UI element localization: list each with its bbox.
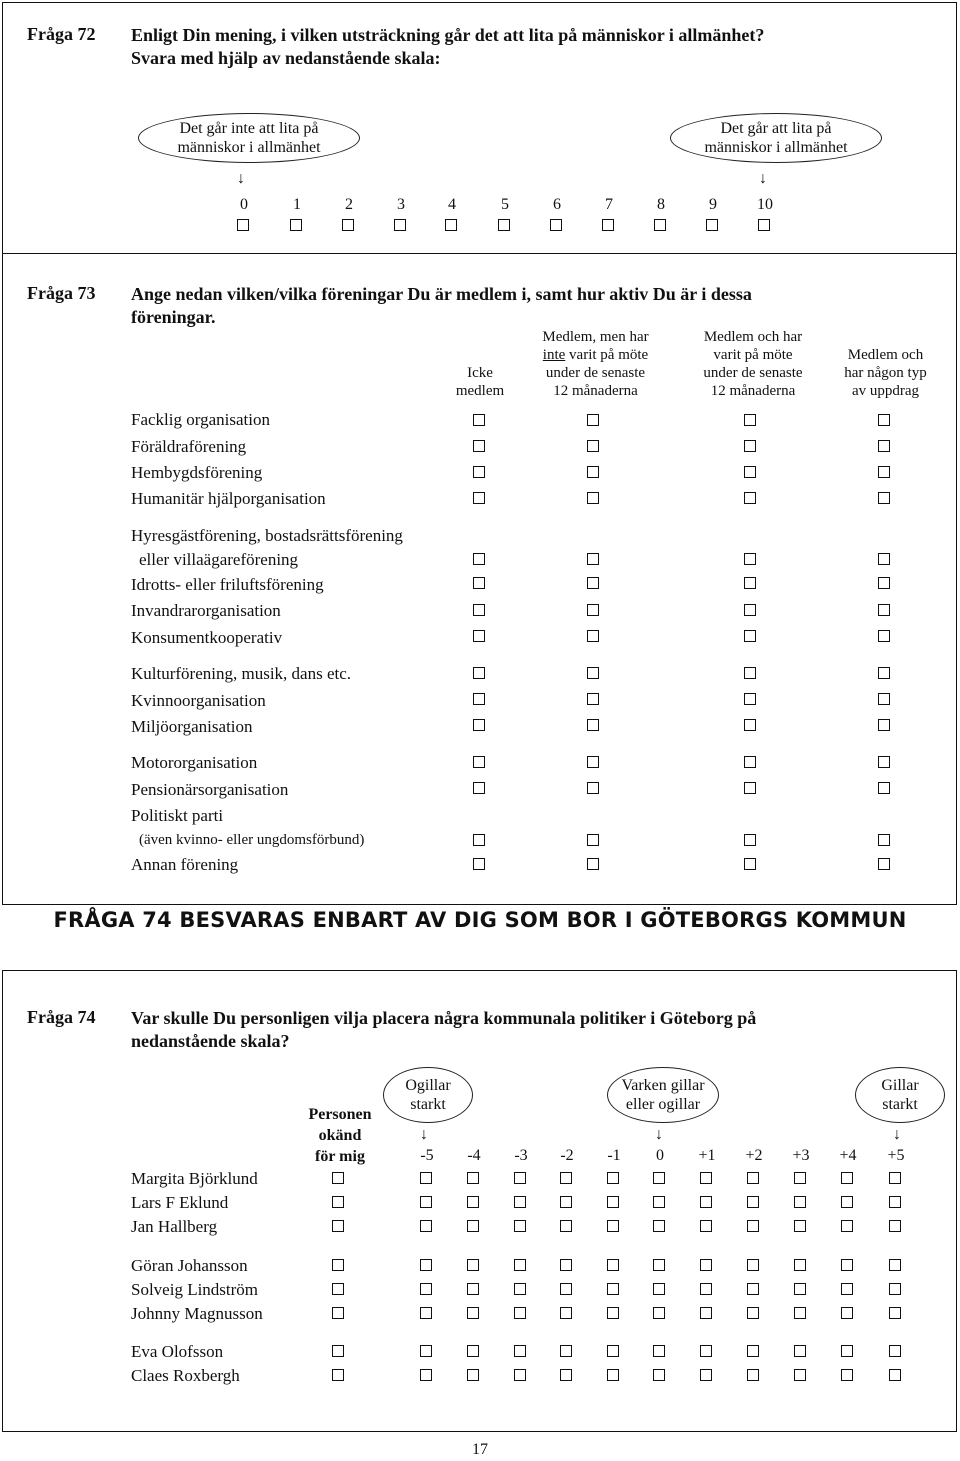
q74-rating-checkbox[interactable] — [700, 1220, 712, 1232]
q74-rating-checkbox[interactable] — [514, 1369, 526, 1381]
q74-rating-checkbox[interactable] — [467, 1196, 479, 1208]
q72-scale-checkbox[interactable] — [290, 219, 302, 231]
q73-org-label: Annan förening — [131, 855, 239, 874]
q74-rating-checkbox[interactable] — [607, 1220, 619, 1232]
q74-rating-checkbox[interactable] — [889, 1196, 901, 1208]
q73-option-checkbox[interactable] — [587, 834, 599, 846]
q73-option-checkbox[interactable] — [473, 693, 485, 705]
q73-option-checkbox[interactable] — [473, 719, 485, 731]
q72-question-line1: Enligt Din mening, i vilken utsträckning går det att lita på människor i allmänhet? — [131, 25, 765, 45]
q74-scale-number: +5 — [887, 1147, 905, 1164]
q74-scale-number: +4 — [839, 1147, 857, 1164]
q72-scale-checkbox[interactable] — [342, 219, 354, 231]
q74-rating-checkbox[interactable] — [841, 1259, 853, 1271]
q73-col-member-active — [683, 328, 823, 400]
q73-col2-l2a: inte — [542, 347, 566, 363]
q73-question-line1: Ange nedan vilken/vilka föreningar Du är medlem i, samt hur aktiv Du är i dessa — [131, 284, 752, 304]
q73-option-checkbox[interactable] — [744, 693, 756, 705]
q72-scale-number: 4 — [448, 196, 456, 213]
q73-option-checkbox[interactable] — [473, 466, 485, 478]
q74-politician-name: Claes Roxbergh — [131, 1366, 240, 1385]
q74-oval3-l2: starkt — [882, 1096, 918, 1113]
q73-col1-l1: Icke — [467, 365, 493, 381]
q74-rating-checkbox[interactable] — [889, 1259, 901, 1271]
q74-rating-checkbox[interactable] — [467, 1220, 479, 1232]
q74-rating-checkbox[interactable] — [420, 1345, 432, 1357]
q73-option-checkbox[interactable] — [587, 577, 599, 589]
q74-scale-number: -3 — [514, 1147, 528, 1164]
q74-rating-checkbox[interactable] — [332, 1196, 344, 1208]
arrow-down-icon: ↓ — [655, 1126, 663, 1143]
q73-option-checkbox[interactable] — [878, 834, 890, 846]
q73-option-checkbox[interactable] — [473, 440, 485, 452]
q74-rating-checkbox[interactable] — [889, 1369, 901, 1381]
q73-col4-l2: har någon typ — [844, 365, 927, 381]
q73-option-checkbox[interactable] — [473, 756, 485, 768]
q73-org-label: Facklig organisation — [131, 410, 270, 429]
q74-rating-checkbox[interactable] — [420, 1172, 432, 1184]
q74-scale-number: -4 — [467, 1147, 481, 1164]
q74-rating-checkbox[interactable] — [794, 1307, 806, 1319]
q73-org-label: Hembygdsförening — [131, 463, 263, 482]
q74-rating-checkbox[interactable] — [794, 1369, 806, 1381]
q73-option-checkbox[interactable] — [744, 604, 756, 616]
q73-option-checkbox[interactable] — [878, 630, 890, 642]
q74-rating-checkbox[interactable] — [700, 1259, 712, 1271]
q74-rating-checkbox[interactable] — [467, 1345, 479, 1357]
q72-scale-checkbox[interactable] — [445, 219, 457, 231]
q74-oval-like — [855, 1067, 945, 1123]
q73-option-checkbox[interactable] — [587, 756, 599, 768]
q74-rating-checkbox[interactable] — [420, 1307, 432, 1319]
q73-option-checkbox[interactable] — [473, 414, 485, 426]
q73-option-checkbox[interactable] — [587, 414, 599, 426]
q72-scale-checkbox[interactable] — [706, 219, 718, 231]
q73-question-line2: föreningar. — [131, 307, 216, 327]
q74-rating-checkbox[interactable] — [841, 1369, 853, 1381]
q73-col3-l1: Medlem och har — [703, 329, 803, 345]
q73-org-label: Idrotts- eller friluftsförening — [131, 575, 324, 594]
q74-rating-checkbox[interactable] — [747, 1172, 759, 1184]
q74-rating-checkbox[interactable] — [332, 1283, 344, 1295]
q74-rating-checkbox[interactable] — [747, 1220, 759, 1232]
q73-option-checkbox[interactable] — [878, 553, 890, 565]
q74-rating-checkbox[interactable] — [700, 1172, 712, 1184]
q73-col-assignment — [823, 346, 948, 400]
q74-rating-checkbox[interactable] — [420, 1220, 432, 1232]
q74-rating-checkbox[interactable] — [607, 1196, 619, 1208]
q73-option-checkbox[interactable] — [473, 782, 485, 794]
q73-option-checkbox[interactable] — [587, 667, 599, 679]
page-number: 17 — [472, 1441, 488, 1458]
q73-option-checkbox[interactable] — [878, 414, 890, 426]
q74-rating-checkbox[interactable] — [607, 1172, 619, 1184]
q73-col2-l2b: varit på möte — [565, 347, 649, 363]
q72-question-line2: Svara med hjälp av nedanstående skala: — [131, 48, 441, 68]
q74-rating-checkbox[interactable] — [607, 1259, 619, 1271]
q73-org-label: Humanitär hjälporganisation — [131, 489, 326, 508]
q74-rating-checkbox[interactable] — [794, 1345, 806, 1357]
q72-scale-number: 5 — [501, 196, 509, 213]
q74-politician-name: Jan Hallberg — [131, 1217, 218, 1236]
q73-option-checkbox[interactable] — [878, 492, 890, 504]
q74-rating-checkbox[interactable] — [332, 1369, 344, 1381]
q74-rating-checkbox[interactable] — [653, 1172, 665, 1184]
q74-rating-checkbox[interactable] — [514, 1259, 526, 1271]
q74-scale-number: +3 — [792, 1147, 810, 1164]
q73-col3-l4: 12 månaderna — [710, 383, 796, 399]
q73-col-not-member — [440, 364, 520, 400]
q73-option-checkbox[interactable] — [587, 440, 599, 452]
q74-rating-checkbox[interactable] — [794, 1220, 806, 1232]
arrow-down-icon: ↓ — [237, 170, 245, 187]
q74-rating-checkbox[interactable] — [560, 1220, 572, 1232]
q74-rating-checkbox[interactable] — [560, 1369, 572, 1381]
q74-oval2-l1: Varken gillar — [621, 1077, 705, 1094]
q74-oval2-l2: eller ogillar — [625, 1096, 701, 1113]
q73-option-checkbox[interactable] — [744, 630, 756, 642]
q74-rating-checkbox[interactable] — [560, 1259, 572, 1271]
q74-rating-checkbox[interactable] — [514, 1283, 526, 1295]
q74-rating-checkbox[interactable] — [420, 1369, 432, 1381]
q72-scale-number: 8 — [657, 196, 665, 213]
q73-option-checkbox[interactable] — [878, 719, 890, 731]
q73-option-checkbox[interactable] — [587, 492, 599, 504]
q73-org-label: Konsumentkooperativ — [131, 628, 283, 647]
q74-scale-number: +2 — [745, 1147, 763, 1164]
q72-scale-checkbox[interactable] — [394, 219, 406, 231]
q74-rating-checkbox[interactable] — [653, 1220, 665, 1232]
q73-option-checkbox[interactable] — [744, 466, 756, 478]
q74-rating-checkbox[interactable] — [514, 1196, 526, 1208]
q72-scale-number: 2 — [345, 196, 353, 213]
q73-option-checkbox[interactable] — [587, 466, 599, 478]
q73-option-checkbox[interactable] — [473, 492, 485, 504]
q74-politician-name: Johnny Magnusson — [131, 1304, 263, 1323]
q73-option-checkbox[interactable] — [878, 756, 890, 768]
q74-rating-checkbox[interactable] — [747, 1259, 759, 1271]
q73-option-checkbox[interactable] — [473, 604, 485, 616]
q73-col2-l4: 12 månaderna — [553, 383, 638, 399]
q74-rating-checkbox[interactable] — [747, 1283, 759, 1295]
q74-rating-checkbox[interactable] — [560, 1283, 572, 1295]
q73-option-checkbox[interactable] — [744, 553, 756, 565]
q73-option-checkbox[interactable] — [878, 604, 890, 616]
q73-option-checkbox[interactable] — [587, 719, 599, 731]
q73-option-checkbox[interactable] — [878, 440, 890, 452]
q73-col-member-inactive — [528, 328, 663, 400]
q74-rating-checkbox[interactable] — [653, 1369, 665, 1381]
q74-rating-checkbox[interactable] — [889, 1307, 901, 1319]
q73-option-checkbox[interactable] — [473, 858, 485, 870]
q73-option-checkbox[interactable] — [587, 553, 599, 565]
q74-question-line1: Var skulle Du personligen vilja placera några kommunala politiker i Göteborg på — [131, 1008, 757, 1028]
q72-oval-left-l2: människor i allmänhet — [177, 139, 321, 156]
q74-rating-checkbox[interactable] — [747, 1345, 759, 1357]
q72-scale-number: 6 — [553, 196, 561, 213]
q74-scale-number: 0 — [656, 1147, 664, 1164]
q73-col3-l3: under de senaste — [703, 365, 803, 381]
q73-org-label: Hyresgästförening, bostadsrättsförening — [131, 526, 403, 545]
q73-option-checkbox[interactable] — [878, 693, 890, 705]
q74-question-line2: nedanstående skala? — [131, 1031, 290, 1051]
q74-rating-checkbox[interactable] — [607, 1283, 619, 1295]
q74-rating-checkbox[interactable] — [514, 1220, 526, 1232]
q74-rating-checkbox[interactable] — [560, 1172, 572, 1184]
q74-politician-name: Margita Björklund — [131, 1169, 258, 1188]
q73-col4-l3: av uppdrag — [851, 383, 920, 399]
q73-option-checkbox[interactable] — [473, 553, 485, 565]
q74-oval1-l1: Ogillar — [405, 1077, 451, 1094]
q74-rating-checkbox[interactable] — [332, 1220, 344, 1232]
arrow-down-icon: ↓ — [420, 1126, 428, 1143]
q73-col2-l1: Medlem, men har — [542, 329, 649, 345]
q73-option-checkbox[interactable] — [744, 414, 756, 426]
q72-scale-number: 1 — [293, 196, 301, 213]
q74-unknown-l2: okänd — [318, 1127, 362, 1144]
q74-rating-checkbox[interactable] — [653, 1283, 665, 1295]
q72-oval-left-l1: Det går inte att lita på — [179, 120, 319, 137]
q74-rating-checkbox[interactable] — [332, 1307, 344, 1319]
q72-scale-number: 10 — [757, 196, 773, 213]
q74-rating-checkbox[interactable] — [607, 1345, 619, 1357]
q73-option-checkbox[interactable] — [473, 630, 485, 642]
q74-politician-name: Lars F Eklund — [131, 1193, 229, 1212]
q73-option-checkbox[interactable] — [878, 667, 890, 679]
q74-label: Fråga 74 — [27, 1007, 96, 1027]
q74-rating-checkbox[interactable] — [794, 1283, 806, 1295]
q73-option-checkbox[interactable] — [587, 782, 599, 794]
arrow-down-icon: ↓ — [759, 170, 767, 187]
q74-rating-checkbox[interactable] — [560, 1345, 572, 1357]
q74-scale-number: +1 — [698, 1147, 716, 1164]
q74-unknown-l1: Personen — [308, 1106, 372, 1123]
q74-rating-checkbox[interactable] — [420, 1196, 432, 1208]
q73-org-label: Miljöorganisation — [131, 717, 253, 736]
q74-rating-checkbox[interactable] — [841, 1220, 853, 1232]
arrow-down-icon: ↓ — [893, 1126, 901, 1143]
q72-scale-checkbox[interactable] — [550, 219, 562, 231]
q74-rating-checkbox[interactable] — [332, 1259, 344, 1271]
q74-rating-checkbox[interactable] — [514, 1172, 526, 1184]
q73-col3-l2: varit på möte — [713, 347, 793, 363]
q74-unknown-header — [300, 1104, 380, 1167]
q73-option-checkbox[interactable] — [587, 604, 599, 616]
q74-rating-checkbox[interactable] — [560, 1196, 572, 1208]
q73-option-checkbox[interactable] — [744, 492, 756, 504]
q73-option-checkbox[interactable] — [744, 858, 756, 870]
q73-option-checkbox[interactable] — [587, 858, 599, 870]
q74-rating-checkbox[interactable] — [794, 1259, 806, 1271]
q73-label: Fråga 73 — [27, 283, 96, 303]
q73-option-checkbox[interactable] — [473, 667, 485, 679]
q72-scale-checkbox[interactable] — [237, 219, 249, 231]
q74-politician-name: Göran Johansson — [131, 1256, 248, 1275]
q73-option-checkbox[interactable] — [878, 577, 890, 589]
q74-rating-checkbox[interactable] — [700, 1369, 712, 1381]
q73-option-checkbox[interactable] — [587, 693, 599, 705]
q74-rating-checkbox[interactable] — [653, 1307, 665, 1319]
q74-unknown-l3: för mig — [315, 1148, 365, 1165]
q74-rating-checkbox[interactable] — [794, 1172, 806, 1184]
q74-rating-checkbox[interactable] — [653, 1196, 665, 1208]
q72-oval-right — [670, 113, 882, 163]
q74-rating-checkbox[interactable] — [420, 1259, 432, 1271]
q74-rating-checkbox[interactable] — [560, 1307, 572, 1319]
q74-rating-checkbox[interactable] — [841, 1345, 853, 1357]
q73-org-label: Föräldraförening — [131, 437, 247, 456]
q72-scale-number: 9 — [709, 196, 717, 213]
q73-org-label: eller villaägareförening — [139, 550, 299, 569]
q73-option-checkbox[interactable] — [473, 577, 485, 589]
q74-banner: FRÅGA 74 BESVARAS ENBART AV DIG SOM BOR I GÖTEBORGS KOMMUN — [53, 908, 907, 932]
q74-rating-checkbox[interactable] — [841, 1307, 853, 1319]
q74-rating-checkbox[interactable] — [332, 1172, 344, 1184]
q74-rating-checkbox[interactable] — [889, 1172, 901, 1184]
q74-rating-checkbox[interactable] — [467, 1307, 479, 1319]
q74-rating-checkbox[interactable] — [747, 1307, 759, 1319]
q74-rating-checkbox[interactable] — [841, 1283, 853, 1295]
q73-option-checkbox[interactable] — [744, 782, 756, 794]
q73-option-checkbox[interactable] — [744, 440, 756, 452]
q73-org-label: Kulturförening, musik, dans etc. — [131, 664, 352, 683]
q72-scale-number: 3 — [397, 196, 405, 213]
q74-rating-checkbox[interactable] — [467, 1369, 479, 1381]
q72-scale-checkbox[interactable] — [654, 219, 666, 231]
q74-rating-checkbox[interactable] — [653, 1345, 665, 1357]
q73-org-label: (även kvinno- eller ungdomsförbund) — [139, 832, 365, 848]
q74-rating-checkbox[interactable] — [889, 1220, 901, 1232]
q74-rating-checkbox[interactable] — [700, 1345, 712, 1357]
q74-rating-checkbox[interactable] — [607, 1307, 619, 1319]
q74-rating-checkbox[interactable] — [467, 1172, 479, 1184]
q74-rating-checkbox[interactable] — [700, 1307, 712, 1319]
q74-rating-checkbox[interactable] — [467, 1259, 479, 1271]
q73-col4-l1: Medlem och — [847, 347, 924, 363]
q74-oval-neutral — [607, 1067, 719, 1123]
q73-option-checkbox[interactable] — [744, 756, 756, 768]
q73-org-label: Kvinnoorganisation — [131, 691, 266, 710]
q74-oval1-l2: starkt — [410, 1096, 446, 1113]
q73-option-checkbox[interactable] — [878, 858, 890, 870]
q74-rating-checkbox[interactable] — [841, 1196, 853, 1208]
q74-rating-checkbox[interactable] — [889, 1345, 901, 1357]
q72-scale-number: 7 — [605, 196, 613, 213]
q73-org-label: Motororganisation — [131, 753, 258, 772]
q73-option-checkbox[interactable] — [587, 630, 599, 642]
q74-rating-checkbox[interactable] — [841, 1172, 853, 1184]
q74-rating-checkbox[interactable] — [420, 1283, 432, 1295]
q74-rating-checkbox[interactable] — [794, 1196, 806, 1208]
q73-org-label: Pensionärsorganisation — [131, 780, 289, 799]
q73-option-checkbox[interactable] — [744, 719, 756, 731]
q74-rating-checkbox[interactable] — [332, 1345, 344, 1357]
q73-option-checkbox[interactable] — [744, 834, 756, 846]
q72-scale-checkbox[interactable] — [498, 219, 510, 231]
q74-rating-checkbox[interactable] — [889, 1283, 901, 1295]
q74-oval-dislike — [383, 1067, 473, 1123]
q74-rating-checkbox[interactable] — [653, 1259, 665, 1271]
q73-option-checkbox[interactable] — [878, 466, 890, 478]
q74-rating-checkbox[interactable] — [700, 1196, 712, 1208]
q73-option-checkbox[interactable] — [878, 782, 890, 794]
q74-rating-checkbox[interactable] — [514, 1307, 526, 1319]
q73-org-label: Invandrarorganisation — [131, 601, 281, 620]
q74-scale-number: -5 — [420, 1147, 434, 1164]
q73-col1-l2: medlem — [455, 383, 505, 399]
q72-label: Fråga 72 — [27, 24, 96, 44]
q74-rating-checkbox[interactable] — [747, 1196, 759, 1208]
q72-oval-right-l2: människor i allmänhet — [704, 139, 848, 156]
q73-option-checkbox[interactable] — [744, 577, 756, 589]
q72-oval-left — [138, 113, 360, 163]
q72-scale-checkbox[interactable] — [758, 219, 770, 231]
q73-col2-l3: under de senaste — [545, 365, 646, 381]
q74-oval3-l1: Gillar — [881, 1077, 919, 1094]
q74-rating-checkbox[interactable] — [747, 1369, 759, 1381]
q74-scale-number: -2 — [560, 1147, 574, 1164]
q74-rating-checkbox[interactable] — [514, 1345, 526, 1357]
q74-politician-name: Solveig Lindström — [131, 1280, 259, 1299]
q74-rating-checkbox[interactable] — [467, 1283, 479, 1295]
q72-scale-number: 0 — [240, 196, 248, 213]
q74-politician-name: Eva Olofsson — [131, 1342, 224, 1361]
q74-rating-checkbox[interactable] — [700, 1283, 712, 1295]
q73-option-checkbox[interactable] — [473, 834, 485, 846]
q73-org-label: Politiskt parti — [131, 806, 224, 825]
q73-option-checkbox[interactable] — [744, 667, 756, 679]
q74-scale-number: -1 — [607, 1147, 621, 1164]
q72-oval-right-l1: Det går att lita på — [720, 120, 832, 137]
q74-rating-checkbox[interactable] — [607, 1369, 619, 1381]
q72-scale-checkbox[interactable] — [602, 219, 614, 231]
